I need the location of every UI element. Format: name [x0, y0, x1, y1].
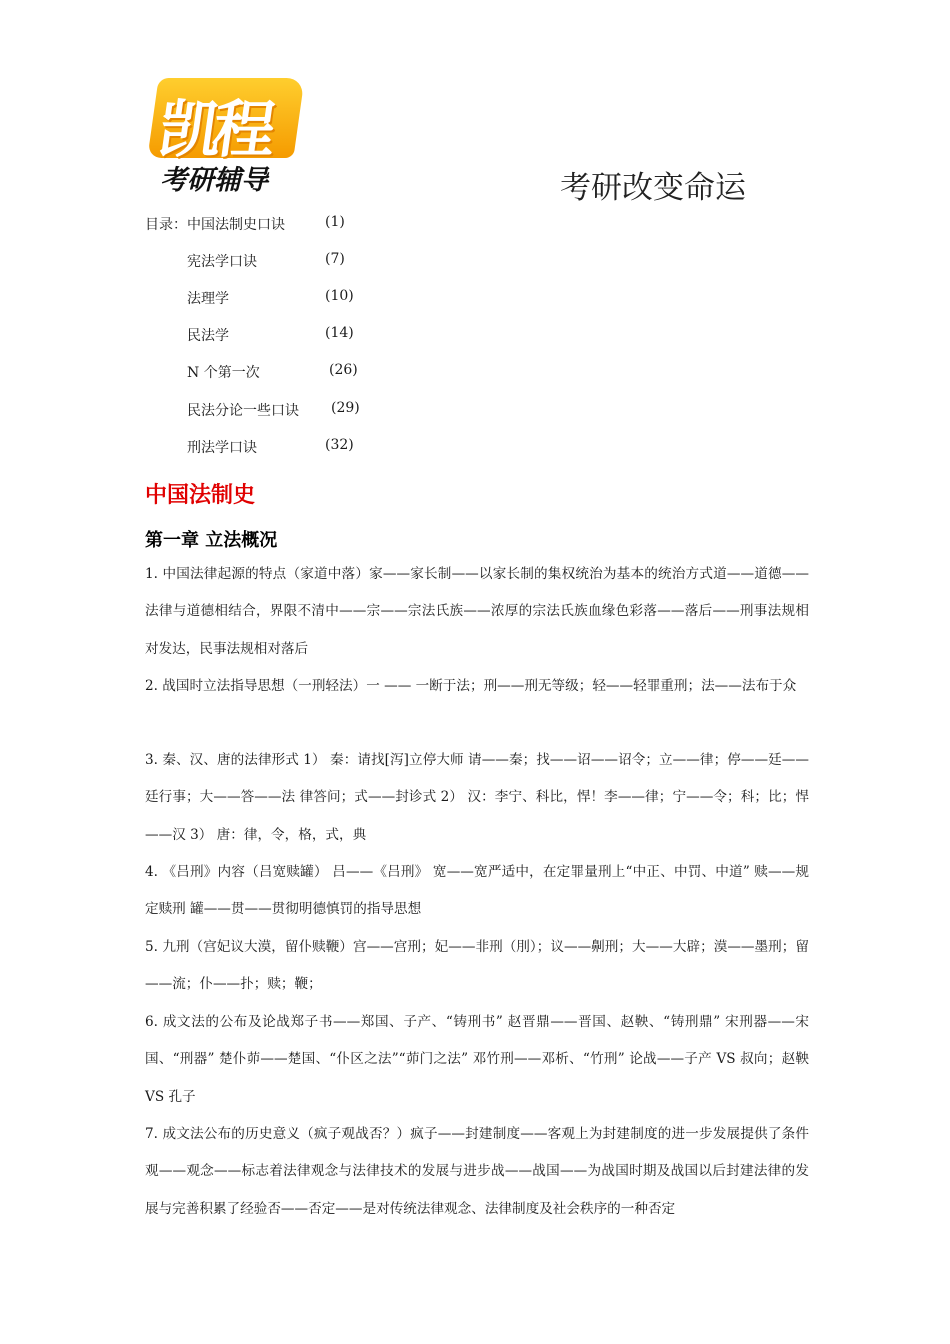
paragraph: 5. 九刑（宫妃议大漠，留仆赎鞭）宫——宫刑；妃——非刑（刖）；议——劓刑；大——大辟；漠——墨刑；留——流；仆——扑；赎；鞭；: [145, 939, 809, 993]
chapter-title: 第一章 立法概况: [145, 530, 278, 551]
paragraph: 6. 成文法的公布及论战郑子书——郑国、子产、“铸刑书” 赵晋鼎——晋国、赵鞅、“铸刑鼎” 宋刑器——宋国、“刑器” 楚仆茆——楚国、“仆区之法”“茆门之法” 邓竹刑——邓析、“竹刑” 论战——子产 VS 叔向；赵鞅 VS 孔子: [145, 1014, 809, 1105]
logo-subtitle: 考研辅导: [160, 165, 268, 196]
toc-item-page: (1): [325, 214, 345, 230]
toc-item-page: (26): [329, 362, 358, 378]
toc-item-label: 法理学: [187, 291, 229, 307]
section-title: 中国法制史: [145, 483, 256, 508]
toc-item-label: N 个第一次: [187, 365, 260, 381]
toc-item-label: 民法分论一些口诀: [187, 403, 299, 419]
toc-item-page: (29): [331, 400, 360, 416]
paragraph: 4. 《吕刑》内容（吕宽赎罐） 吕——《吕刑》 宽——宽严适中，在定罪量刑上“中正、中罚、中道” 赎——规定赎刑 罐——贯——贯彻明德慎罚的指导思想: [145, 864, 809, 918]
logo-mark-text: 凯程: [154, 93, 273, 166]
paragraph: 3. 秦、汉、唐的法律形式 1） 秦：请找[泻]立停大师 请——秦；找——诏——诏令；立——律；停——廷——廷行事；大——答——法 律答问；式——封诊式 2） 汉：李宁、科比，悍！李——律；宁——令；科；比；悍——汉 3） 唐：律，令，格，式，典: [145, 752, 809, 843]
toc-prefix: 目录：: [145, 217, 187, 233]
kaicheng-logo: [150, 78, 302, 198]
paragraph: 7. 成文法公布的历史意义（疯子观战否？）疯子——封建制度——客观上为封建制度的进一步发展提供了条件观——观念——标志着法律观念与法律技术的发展与进步战——战国——为战国时期及战国以后封建法律的发展与完善积累了经验否——否定——是对传统法律观念、法律制度及社会秩序的一种否定: [145, 1126, 809, 1217]
toc-item-page: (10): [325, 288, 354, 304]
toc-item-page: (32): [325, 437, 354, 453]
toc-item-label: 中国法制史口诀: [187, 217, 285, 233]
paragraph: 1. 中国法律起源的特点（家道中落）家——家长制——以家长制的集权统治为基本的统治方式道——道德——法律与道德相结合，界限不清中——宗——宗法氏族——浓厚的宗法氏族血缘色彩落——落后——刑事法规相对发达，民事法规相对落后: [145, 566, 809, 657]
toc-item-label: 刑法学口诀: [187, 440, 257, 456]
toc-item-page: (14): [325, 325, 354, 341]
logo-mark: [147, 78, 304, 166]
toc-item-page: (7): [325, 251, 345, 267]
paragraph: 2. 战国时立法指导思想（一刑轻法）一 —— 一断于法；刑——刑无等级；轻——轻罪重刑；法——法布于众: [145, 678, 797, 694]
toc-item-label: 民法学: [187, 328, 229, 344]
slogan: 考研改变命运: [560, 170, 746, 206]
toc-item-label: 宪法学口诀: [187, 254, 257, 270]
